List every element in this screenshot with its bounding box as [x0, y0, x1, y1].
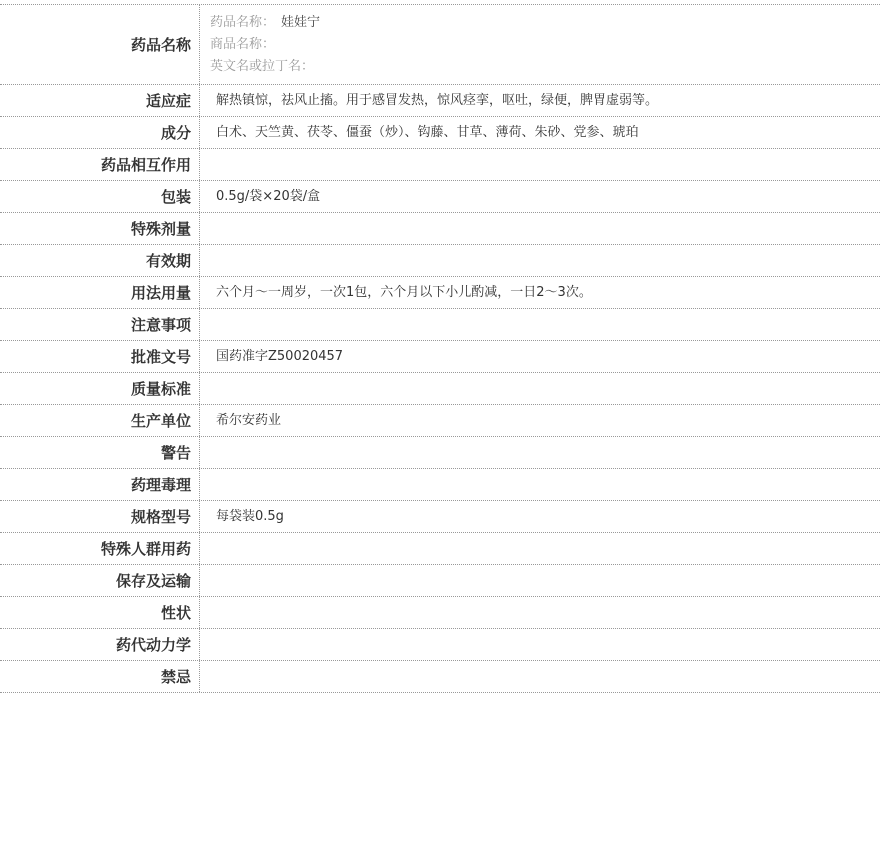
field-key-latin-name: 英文名或拉丁名：	[210, 58, 315, 74]
table-row-ingredients	[0, 117, 880, 149]
row-label: 有效期	[0, 245, 200, 276]
table-row-expiry	[0, 245, 880, 277]
field-key-drug-name: 药品名称：	[210, 14, 276, 30]
row-label: 规格型号	[0, 501, 200, 532]
row-value	[200, 565, 880, 596]
row-value	[200, 213, 880, 244]
row-label: 警告	[0, 437, 200, 468]
row-value	[200, 245, 880, 276]
row-label: 特殊人群用药	[0, 533, 200, 564]
row-value: 每袋装0.5g	[216, 508, 284, 524]
table-row-storage-transport	[0, 565, 880, 597]
table-row-approval-number	[0, 341, 880, 373]
row-value: 六个月～一周岁，一次1包，六个月以下小儿酌减，一日2～3次。	[216, 284, 592, 300]
table-row-special-populations	[0, 533, 880, 565]
row-value	[200, 437, 880, 468]
row-value: 希尔安药业	[216, 412, 282, 428]
row-value: 解热镇惊，祛风止搐。用于感冒发热，惊风痉挛，呕吐，绿便，脾胃虚弱等。	[216, 92, 659, 108]
row-label-drug-name: 药品名称	[0, 5, 200, 84]
table-row-indications	[0, 85, 880, 117]
table-row-pharmacokinetics	[0, 629, 880, 661]
drug-name-line-3	[210, 56, 880, 78]
row-value	[200, 661, 880, 692]
row-label: 质量标准	[0, 373, 200, 404]
row-value	[200, 597, 880, 628]
row-value	[200, 469, 880, 500]
table-row-pharmacology-toxicology	[0, 469, 880, 501]
drug-info-table	[0, 4, 880, 693]
row-label: 适应症	[0, 85, 200, 116]
row-value	[200, 373, 880, 404]
drug-name-line-1	[210, 12, 880, 34]
field-key-trade-name: 商品名称：	[210, 36, 276, 52]
row-label: 禁忌	[0, 661, 200, 692]
table-row-manufacturer	[0, 405, 880, 437]
row-label: 成分	[0, 117, 200, 148]
row-value	[200, 309, 880, 340]
row-value: 0.5g/袋×20袋/盒	[216, 188, 321, 204]
drug-name-value: 娃娃宁	[281, 14, 321, 30]
row-value	[200, 629, 880, 660]
table-row-packaging	[0, 181, 880, 213]
row-label: 包装	[0, 181, 200, 212]
table-row-precautions	[0, 309, 880, 341]
drug-name-line-2	[210, 34, 880, 56]
row-label: 药理毒理	[0, 469, 200, 500]
table-row-drug-interactions	[0, 149, 880, 181]
table-row-dosage-usage	[0, 277, 880, 309]
table-row-warning	[0, 437, 880, 469]
row-label: 批准文号	[0, 341, 200, 372]
table-row-drug-name	[0, 5, 880, 85]
row-label: 性状	[0, 597, 200, 628]
table-row-specification	[0, 501, 880, 533]
table-row-quality-standard	[0, 373, 880, 405]
table-row-special-dosage	[0, 213, 880, 245]
row-label: 用法用量	[0, 277, 200, 308]
table-row-contraindications	[0, 661, 880, 693]
row-value: 白术、天竺黄、茯苓、僵蚕（炒）、钩藤、甘草、薄荷、朱砂、党参、琥珀	[216, 124, 639, 140]
row-label: 特殊剂量	[0, 213, 200, 244]
row-label: 注意事项	[0, 309, 200, 340]
table-row-description	[0, 597, 880, 629]
row-label: 药代动力学	[0, 629, 200, 660]
row-label: 药品相互作用	[0, 149, 200, 180]
row-value: 国药准字Z50020457	[216, 348, 344, 364]
row-label: 生产单位	[0, 405, 200, 436]
drug-name-lines	[200, 5, 880, 84]
row-value	[200, 533, 880, 564]
row-label: 保存及运输	[0, 565, 200, 596]
row-value	[200, 149, 880, 180]
